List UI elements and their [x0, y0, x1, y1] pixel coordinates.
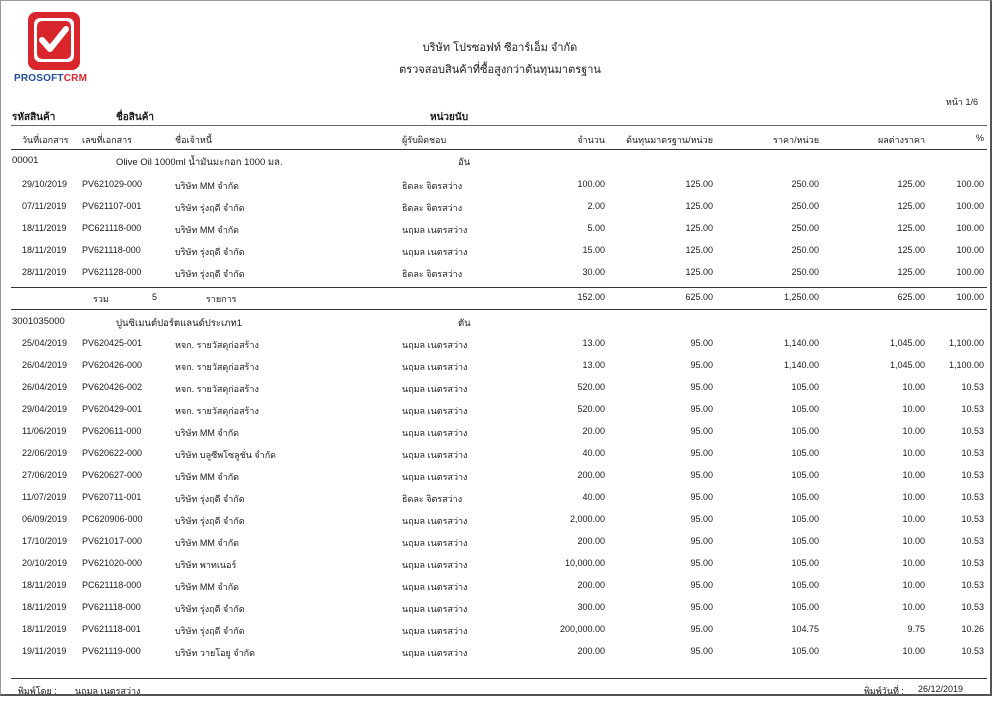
qty: 520.00	[577, 404, 605, 414]
price-diff: 10.00	[902, 426, 925, 436]
unit-price: 105.00	[791, 580, 819, 590]
price-diff: 125.00	[897, 223, 925, 233]
responsible: นฤมล เนตรสว่าง	[402, 384, 468, 394]
header-doc-date: วันที่เอกสาร	[22, 135, 69, 145]
responsible: นฤมล เนตรสว่าง	[402, 472, 468, 482]
std-cost: 95.00	[690, 624, 713, 634]
total-std-cost: 625.00	[685, 292, 713, 302]
doc-no: PC621118-000	[82, 223, 142, 233]
doc-no: PV620426-002	[82, 382, 143, 392]
vendor-name: บริษัท MM จำกัด	[175, 538, 240, 548]
doc-date: 29/04/2019	[22, 404, 68, 414]
page-number: หน้า 1/6	[945, 97, 978, 107]
doc-no: PV621017-000	[82, 536, 143, 546]
responsible: ธิดละ จิตรสว่าง	[402, 494, 463, 504]
unit-price: 105.00	[791, 448, 819, 458]
unit-price: 250.00	[791, 223, 819, 233]
price-diff: 1,045.00	[889, 338, 925, 348]
doc-date: 22/06/2019	[22, 448, 68, 458]
doc-no: PV620622-000	[82, 448, 143, 458]
qty: 2.00	[587, 201, 605, 211]
total-diff: 625.00	[897, 292, 925, 302]
doc-no: PV621118-001	[82, 624, 141, 634]
price-diff: 10.00	[902, 536, 925, 546]
header-unit: หน่วยนับ	[430, 112, 469, 123]
unit-price: 1,140.00	[783, 338, 819, 348]
price-diff: 10.00	[902, 580, 925, 590]
header-vendor: ชื่อเจ้าหนี้	[175, 135, 213, 145]
std-cost: 95.00	[690, 426, 713, 436]
doc-date: 18/11/2019	[22, 580, 67, 590]
doc-date: 07/11/2019	[22, 201, 67, 211]
unit-price: 1,140.00	[783, 360, 819, 370]
std-cost: 95.00	[690, 580, 713, 590]
pct: 100.00	[956, 245, 984, 255]
pct: 10.53	[961, 382, 984, 392]
unit-price: 250.00	[791, 201, 819, 211]
print-date-label: พิมพ์วันที่ :	[864, 686, 904, 696]
vendor-name: บริษัท รุ่งฤดี จำกัด	[175, 247, 245, 257]
qty: 100.00	[577, 179, 605, 189]
price-diff: 10.00	[902, 448, 925, 458]
price-diff: 10.00	[902, 382, 925, 392]
doc-date: 19/11/2019	[22, 646, 67, 656]
price-diff: 10.00	[902, 404, 925, 414]
total-qty: 152.00	[577, 292, 605, 302]
group-total-divider	[11, 287, 987, 288]
doc-no: PC621118-000	[82, 580, 142, 590]
pct: 100.00	[956, 267, 984, 277]
std-cost: 95.00	[690, 492, 713, 502]
std-cost: 95.00	[690, 470, 713, 480]
responsible: นฤมล เนตรสว่าง	[402, 516, 468, 526]
qty: 40.00	[582, 492, 605, 502]
doc-no: PV620711-001	[82, 492, 142, 502]
total-label: รวม	[93, 294, 109, 304]
pct: 1,100.00	[948, 338, 984, 348]
doc-date: 06/09/2019	[22, 514, 68, 524]
unit-price: 105.00	[791, 536, 819, 546]
responsible: นฤมล เนตรสว่าง	[402, 247, 468, 257]
qty: 15.00	[582, 245, 605, 255]
vendor-name: หจก. รายวัสดุก่อสร้าง	[175, 384, 259, 394]
pct: 10.53	[961, 470, 984, 480]
std-cost: 95.00	[690, 360, 713, 370]
responsible: นฤมล เนตรสว่าง	[402, 582, 468, 592]
group-unit: อัน	[458, 157, 471, 168]
qty: 520.00	[577, 382, 605, 392]
responsible: นฤมล เนตรสว่าง	[402, 626, 468, 636]
responsible: ธิดละ จิตรสว่าง	[402, 181, 463, 191]
responsible: ธิดละ จิตรสว่าง	[402, 269, 463, 279]
qty: 30.00	[582, 267, 605, 277]
vendor-name: บริษัท MM จำกัด	[175, 428, 240, 438]
vendor-name: บริษัท รุ่งฤดี จำกัด	[175, 494, 245, 504]
doc-date: 18/11/2019	[22, 602, 67, 612]
std-cost: 95.00	[690, 338, 713, 348]
qty: 200,000.00	[559, 624, 605, 634]
doc-no: PV621118-000	[82, 245, 141, 255]
vendor-name: บริษัท บลูซีพโซลูชั่น จำกัด	[175, 450, 277, 460]
pct: 10.53	[961, 646, 984, 656]
unit-price: 105.00	[791, 492, 819, 502]
doc-no: PV620429-001	[82, 404, 143, 414]
pct: 10.53	[961, 426, 984, 436]
price-diff: 1,045.00	[889, 360, 925, 370]
vendor-name: บริษัท MM จำกัด	[175, 472, 240, 482]
std-cost: 95.00	[690, 558, 713, 568]
unit-price: 105.00	[791, 514, 819, 524]
unit-price: 105.00	[791, 602, 819, 612]
pct: 10.53	[961, 580, 984, 590]
pct: 10.53	[961, 404, 984, 414]
printed-by-label: พิมพ์โดย :	[18, 686, 57, 696]
price-diff: 10.00	[902, 470, 925, 480]
doc-date: 18/11/2019	[22, 223, 67, 233]
price-diff: 125.00	[897, 267, 925, 277]
vendor-name: หจก. รายวัสดุก่อสร้าง	[175, 406, 259, 416]
pct: 10.53	[961, 492, 984, 502]
doc-date: 18/11/2019	[22, 245, 67, 255]
report-title: ตรวจสอบสินค้าที่ซื้อสูงกว่าต้นทุนมาตรฐาน	[399, 64, 601, 76]
doc-no: PV621020-000	[82, 558, 143, 568]
price-diff: 10.00	[902, 646, 925, 656]
std-cost: 95.00	[690, 404, 713, 414]
doc-date: 11/06/2019	[22, 426, 67, 436]
doc-no: PV620425-001	[82, 338, 143, 348]
group-end-divider	[11, 309, 987, 310]
header-doc-no: เลขที่เอกสาร	[82, 135, 132, 145]
pct: 10.53	[961, 448, 984, 458]
vendor-name: บริษัท รุ่งฤดี จำกัด	[175, 203, 245, 213]
qty: 13.00	[582, 360, 605, 370]
qty: 200.00	[577, 536, 605, 546]
price-diff: 125.00	[897, 179, 925, 189]
group-name: Olive Oil 1000ml น้ำมันมะกอก 1000 มล.	[116, 157, 283, 168]
pct: 100.00	[956, 201, 984, 211]
header-divider	[11, 125, 987, 126]
doc-no: PC620906-000	[82, 514, 143, 524]
doc-date: 29/10/2019	[22, 179, 68, 189]
vendor-name: หจก. รายวัสดุก่อสร้าง	[175, 362, 259, 372]
pct: 10.53	[961, 558, 984, 568]
responsible: นฤมล เนตรสว่าง	[402, 560, 468, 570]
doc-date: 25/04/2019	[22, 338, 68, 348]
unit-price: 105.00	[791, 382, 819, 392]
doc-no: PV620611-000	[82, 426, 142, 436]
doc-date: 20/10/2019	[22, 558, 68, 568]
footer-divider	[11, 678, 987, 679]
qty: 13.00	[582, 338, 605, 348]
pct: 10.53	[961, 536, 984, 546]
unit-price: 250.00	[791, 179, 819, 189]
vendor-name: บริษัท รุ่งฤดี จำกัด	[175, 604, 245, 614]
qty: 200.00	[577, 580, 605, 590]
unit-price: 104.75	[791, 624, 819, 634]
price-diff: 125.00	[897, 245, 925, 255]
doc-date: 26/04/2019	[22, 360, 68, 370]
vendor-name: บริษัท รุ่งฤดี จำกัด	[175, 269, 245, 279]
unit-price: 105.00	[791, 426, 819, 436]
price-diff: 125.00	[897, 201, 925, 211]
printed-by: นฤมล เนตรสว่าง	[75, 686, 141, 696]
doc-date: 28/11/2019	[22, 267, 67, 277]
qty: 200.00	[577, 646, 605, 656]
pct: 1,100.00	[948, 360, 984, 370]
qty: 300.00	[577, 602, 605, 612]
std-cost: 125.00	[685, 267, 713, 277]
std-cost: 125.00	[685, 201, 713, 211]
doc-date: 27/06/2019	[22, 470, 68, 480]
std-cost: 125.00	[685, 245, 713, 255]
doc-date: 26/04/2019	[22, 382, 68, 392]
doc-date: 11/07/2019	[22, 492, 67, 502]
header-item-code: รหัสสินค้า	[12, 112, 56, 123]
responsible: นฤมล เนตรสว่าง	[402, 604, 468, 614]
price-diff: 10.00	[902, 514, 925, 524]
qty: 10,000.00	[564, 558, 605, 568]
responsible: นฤมล เนตรสว่าง	[402, 428, 468, 438]
vendor-name: หจก. รายวัสดุก่อสร้าง	[175, 340, 259, 350]
responsible: นฤมล เนตรสว่าง	[402, 406, 468, 416]
price-diff: 10.00	[902, 492, 925, 502]
total-count: 5	[152, 292, 158, 302]
unit-price: 105.00	[791, 646, 819, 656]
responsible: นฤมล เนตรสว่าง	[402, 450, 468, 460]
std-cost: 95.00	[690, 514, 713, 524]
print-date: 26/12/2019	[918, 684, 964, 694]
group-code: 00001	[12, 155, 39, 166]
header-price: ราคา/หน่วย	[773, 135, 819, 145]
vendor-name: บริษัท MM จำกัด	[175, 225, 240, 235]
responsible: นฤมล เนตรสว่าง	[402, 340, 468, 350]
total-pct: 100.00	[956, 292, 984, 302]
doc-no: PV621128-000	[82, 267, 142, 277]
pct: 100.00	[956, 223, 984, 233]
pct: 100.00	[956, 179, 984, 189]
vendor-name: บริษัท รุ่งฤดี จำกัด	[175, 516, 245, 526]
pct: 10.53	[961, 514, 984, 524]
qty: 200.00	[577, 470, 605, 480]
price-diff: 9.75	[907, 624, 925, 634]
vendor-name: บริษัท รุ่งฤดี จำกัด	[175, 626, 245, 636]
total-unit-label: รายการ	[206, 294, 237, 304]
unit-price: 250.00	[791, 267, 819, 277]
doc-no: PV621107-001	[82, 201, 142, 211]
price-diff: 10.00	[902, 558, 925, 568]
doc-no: PV621119-000	[82, 646, 141, 656]
doc-date: 18/11/2019	[22, 624, 67, 634]
std-cost: 95.00	[690, 536, 713, 546]
doc-no: PV621029-000	[82, 179, 143, 189]
pct: 10.26	[961, 624, 984, 634]
vendor-name: บริษัท วายโอยู จำกัด	[175, 648, 255, 658]
responsible: นฤมล เนตรสว่าง	[402, 538, 468, 548]
vendor-name: บริษัท พาทเนอร์	[175, 560, 237, 570]
qty: 2,000.00	[569, 514, 605, 524]
unit-price: 105.00	[791, 470, 819, 480]
header-qty: จำนวน	[577, 135, 605, 145]
std-cost: 125.00	[685, 179, 713, 189]
doc-no: PV620627-000	[82, 470, 143, 480]
pct: 10.53	[961, 602, 984, 612]
unit-price: 105.00	[791, 404, 819, 414]
std-cost: 95.00	[690, 448, 713, 458]
header-item-name: ชื่อสินค้า	[116, 112, 155, 123]
std-cost: 125.00	[685, 223, 713, 233]
vendor-name: บริษัท MM จำกัด	[175, 582, 240, 592]
header-std-cost: ต้นทุนมาตรฐาน/หน่วย	[626, 135, 713, 145]
group-name: ปูนซิเมนต์ปอร์ตแลนด์ประเภท1	[116, 318, 243, 329]
group-code: 3001035000	[12, 316, 65, 327]
header-diff: ผลต่างราคา	[877, 135, 925, 145]
unit-price: 250.00	[791, 245, 819, 255]
responsible: นฤมล เนตรสว่าง	[402, 225, 468, 235]
total-price: 1,250.00	[783, 292, 819, 302]
header-bottom-divider	[11, 149, 987, 150]
responsible: นฤมล เนตรสว่าง	[402, 362, 468, 372]
std-cost: 95.00	[690, 382, 713, 392]
logo-text: PROSOFTCRM	[14, 73, 88, 84]
qty: 5.00	[587, 223, 605, 233]
responsible: ธิดละ จิตรสว่าง	[402, 203, 463, 213]
qty: 40.00	[582, 448, 605, 458]
vendor-name: บริษัท MM จำกัด	[175, 181, 240, 191]
responsible: นฤมล เนตรสว่าง	[402, 648, 468, 658]
unit-price: 105.00	[791, 558, 819, 568]
price-diff: 10.00	[902, 602, 925, 612]
header-pct: %	[975, 133, 984, 143]
group-unit: ตัน	[458, 318, 471, 329]
company-name: บริษัท โปรซอฟท์ ซีอาร์เอ็ม จำกัด	[422, 42, 578, 54]
std-cost: 95.00	[690, 646, 713, 656]
header-responsible: ผู้รับผิดชอบ	[402, 135, 447, 145]
qty: 20.00	[582, 426, 605, 436]
doc-date: 17/10/2019	[22, 536, 68, 546]
doc-no: PV621118-000	[82, 602, 141, 612]
doc-no: PV620426-000	[82, 360, 143, 370]
std-cost: 95.00	[690, 602, 713, 612]
